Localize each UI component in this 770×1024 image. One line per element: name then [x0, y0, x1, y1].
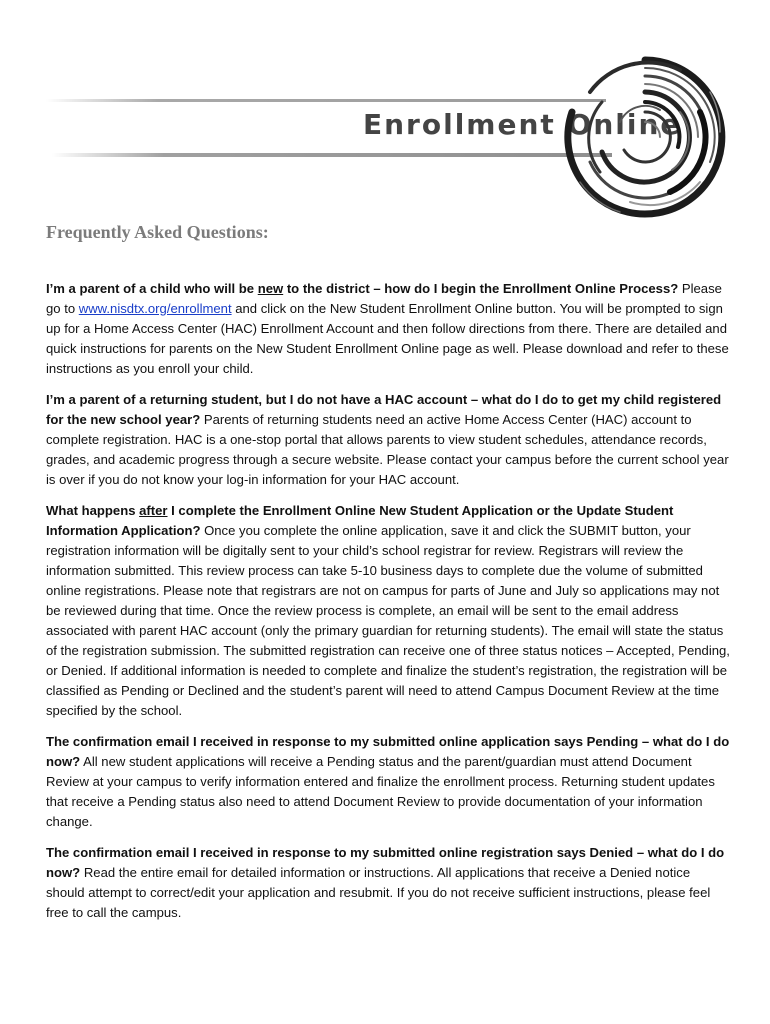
question-text: What happens: [46, 503, 140, 518]
enrollment-link[interactable]: www.nisdtx.org/enrollment: [78, 301, 232, 316]
question-text: I’m a parent of a child who will be: [46, 281, 258, 296]
faq-answer: Once you complete the online application, save it and click the SUBMIT button, your registration information will be digitally sent to your child’s school registrar for review. Registrars will review the information submitted. This review process can take 5-10 business days to complete due the volume of submitted online registrations. Please note that registrars are not on campus for parts of June and July so applications may not be reviewed during that time. Once the review process is complete, an email will be sent to the email address associated with parent HAC account (only the primary guardian for returning students). The email will state the status of the registration submission. The submitted registration can receive one of three status notices – Accepted, Pending, or Denied. If additional information is needed to complete and finalize the student’s registration, the registration will be classified as Pending or Declined and the student’s parent will need to attend Campus Document Review at the time specified by the school.: [46, 523, 730, 718]
faq-answer: Read the entire email for detailed information or instructions. All applications that receive a Denied notice should attempt to correct/edit your application and resubmit. If you do not receive sufficient instructions, please feel free to call the campus.: [46, 865, 711, 920]
answer-text: Please go to: [46, 281, 722, 316]
circular-swirl-logo-icon: [560, 52, 730, 222]
page-title: Enrollment Online: [363, 108, 682, 141]
faq-question: The confirmation email I received in response to my submitted online registration says Denied – what do I do now?: [46, 845, 725, 880]
faq-question: [46, 281, 678, 296]
question-text: I complete the Enrollment Online New Student Application or the Update Student Information Application?: [46, 503, 674, 538]
faq-item: [46, 279, 732, 379]
faq-item: [46, 843, 732, 923]
question-emphasis: new: [257, 281, 284, 296]
faq-item: [46, 501, 732, 721]
header-rule-bottom: [52, 153, 612, 157]
faq-question: I’m a parent of a returning student, but I do not have a HAC account – what do I do to get my child registered for the new school year?: [46, 392, 722, 427]
faq-answer: All new student applications will receive a Pending status and the parent/guardian must attend Document Review at your campus to verify information entered and finalize the enrollment process. Returning student updates that receive a Pending status also need to attend Document Review to provide documentation of your information change.: [46, 754, 715, 829]
question-text: to the district – how do I begin the Enrollment Online Process?: [283, 281, 679, 296]
answer-text: and click on the New Student Enrollment Online button. You will be prompted to sign up for a Home Access Center (HAC) Enrollment Account and then follow directions from there. There are detailed and quick instructions for parents on the New Student Enrollment Online page as well. Please download and refer to these instructions as you enroll your child.: [46, 301, 729, 376]
faq-item: [46, 390, 732, 490]
header-rule-top: [46, 99, 606, 102]
faq-item: [46, 732, 732, 832]
header-banner: [0, 0, 770, 215]
question-emphasis: after: [139, 503, 168, 518]
faq-question: The confirmation email I received in response to my submitted online application says Pending – what do I do now?: [46, 734, 730, 769]
faq-heading: Frequently Asked Questions:: [46, 222, 269, 242]
faq-list: [46, 279, 732, 934]
faq-answer: Parents of returning students need an active Home Access Center (HAC) account to complete registration. HAC is a one-stop portal that allows parents to view student schedules, attendance records, grades, and academic progress through a secure website. Please contact your campus before the current school year is over if you do not know your log-in information for your HAC account.: [46, 412, 729, 487]
